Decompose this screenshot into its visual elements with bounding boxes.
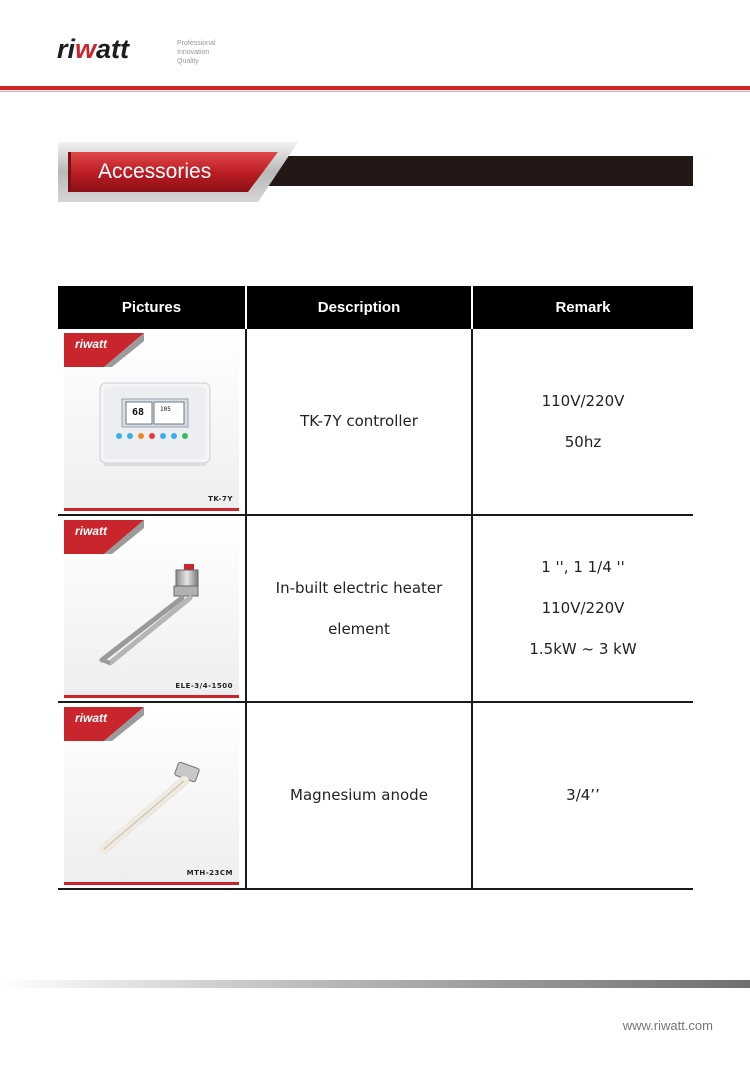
- image-base-line: [64, 882, 239, 885]
- product-image-anode: [64, 707, 239, 885]
- description-cell: [246, 329, 472, 515]
- description-cell: [246, 515, 472, 702]
- tagline-line: Quality: [177, 58, 199, 65]
- table-row: [58, 329, 693, 515]
- image-base-line: [64, 508, 239, 511]
- screen-value: 105: [160, 405, 171, 413]
- column-header: Description: [246, 286, 472, 329]
- remark-line: 110V/220V: [541, 599, 625, 617]
- screen-value: 68: [132, 406, 145, 418]
- remark-cell: [472, 515, 693, 702]
- image-base-line: [64, 695, 239, 698]
- tagline: [177, 39, 216, 66]
- remark-line: 3/4’’: [566, 786, 600, 804]
- tagline-line: Innovation: [177, 49, 210, 56]
- description-cell: [246, 702, 472, 889]
- remark-line: 50hz: [564, 432, 602, 451]
- header-red-bar: [0, 86, 750, 90]
- table-header-row: [58, 286, 693, 329]
- remark-line: 1.5kW ~ 3 kW: [529, 640, 637, 658]
- description-line: element: [328, 619, 390, 638]
- riwatt-logo: [57, 34, 129, 65]
- website-url: www.riwatt.com: [622, 1018, 713, 1033]
- column-header: Remark: [472, 286, 693, 329]
- tagline-line: Professional: [177, 40, 216, 47]
- column-header: Pictures: [58, 286, 246, 329]
- remark-line: 110V/220V: [541, 391, 625, 410]
- brand-label: riwatt: [75, 336, 108, 351]
- description-line: In-built electric heater: [275, 578, 443, 597]
- remark-cell: [472, 329, 693, 515]
- description-line: TK-7Y controller: [300, 412, 418, 430]
- table-row: [58, 515, 693, 702]
- logo-part: att: [96, 34, 130, 64]
- product-image-controller: [64, 333, 239, 511]
- header-red-line: [0, 91, 750, 92]
- banner-dark-bar: [255, 156, 693, 186]
- model-tag: ELE-3/4-1500: [175, 681, 233, 690]
- logo-part: ri: [57, 34, 76, 64]
- table-row: [58, 702, 693, 889]
- model-tag: MTH-23CM: [186, 868, 233, 877]
- remark-line: 1 '', 1 1/4 '': [541, 558, 625, 576]
- footer-gradient-bar: [0, 980, 750, 988]
- remark-cell: [472, 702, 693, 889]
- section-title: Accessories: [98, 160, 212, 183]
- picture-cell: [58, 515, 246, 702]
- product-image-heater: [64, 520, 239, 698]
- logo-part: w: [75, 34, 97, 64]
- picture-cell: [58, 329, 246, 515]
- accessories-table: [58, 286, 693, 890]
- model-tag: TK-7Y: [208, 494, 233, 503]
- brand-label: riwatt: [75, 710, 108, 725]
- picture-cell: [58, 702, 246, 889]
- description-line: Magnesium anode: [290, 786, 428, 804]
- brand-label: riwatt: [75, 523, 108, 538]
